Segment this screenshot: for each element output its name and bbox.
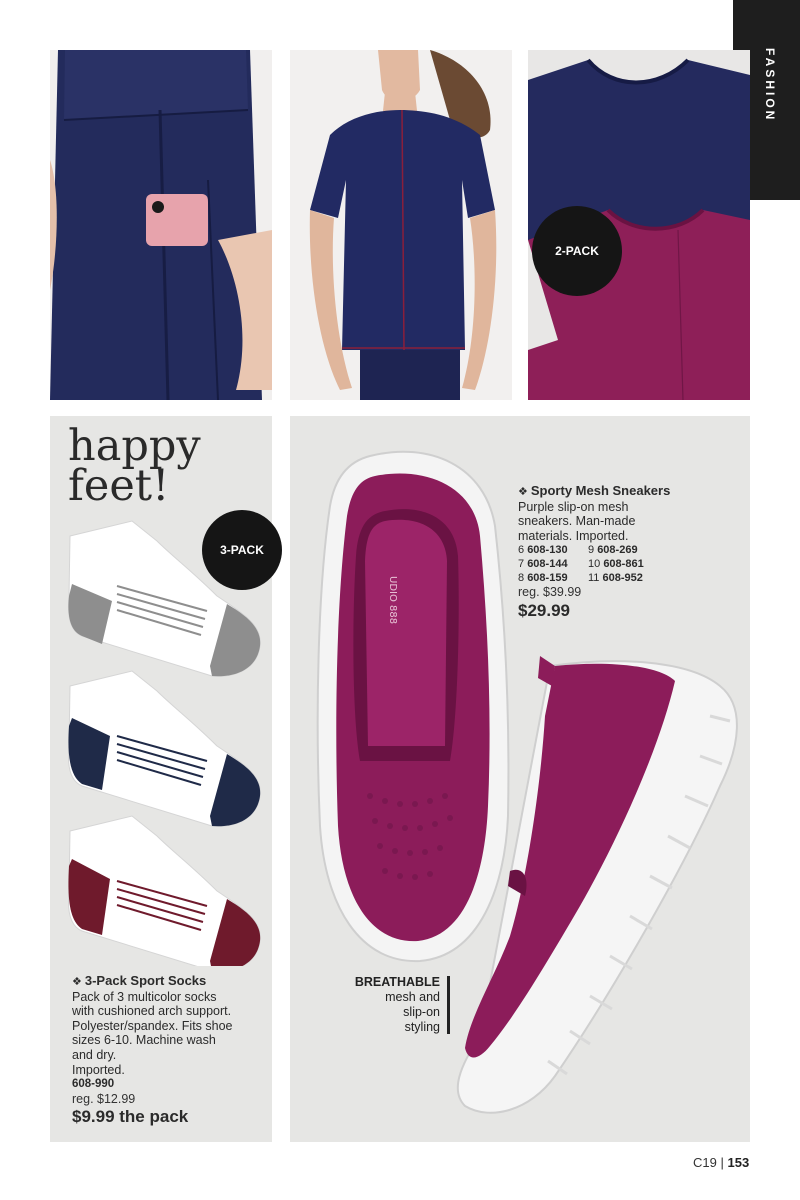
headline-line-2: feet!: [68, 461, 170, 511]
sneakers-title-row: [518, 484, 728, 500]
socks-desc-4: sizes 6-10. Machine wash: [72, 1033, 216, 1048]
callout-line-3: slip-on: [403, 1005, 440, 1019]
sneakers-copy: [518, 484, 728, 622]
socks-reg-price: reg. $12.99: [72, 1091, 136, 1106]
three-pack-badge-label: 3-PACK: [220, 543, 264, 557]
burgundy-sock: [68, 816, 260, 966]
size-sku-row: 8 608-159: [518, 572, 568, 585]
bullet-icon: ❖: [72, 976, 82, 988]
size-sku-row: 11 608-952: [588, 572, 643, 585]
socks-desc-5: and dry.: [72, 1047, 117, 1062]
breathable-callout: [340, 975, 440, 1035]
size-sku-row: 7 608-144: [518, 558, 568, 571]
callout-strong: BREATHABLE: [354, 975, 440, 989]
socks-desc-6: Imported.: [72, 1062, 125, 1077]
folio-separator: |: [720, 1155, 724, 1170]
socks-sale-price: $9.99 the pack: [72, 1107, 189, 1127]
callout-bar: [447, 976, 450, 1034]
leggings-photo: [50, 50, 272, 400]
sneakers-title: Sporty Mesh Sneakers: [530, 483, 671, 498]
sneakers-sale-price: $29.99: [518, 600, 570, 620]
navy-sock: [68, 671, 260, 826]
happy-feet-headline: [68, 421, 201, 511]
socks-desc-3: Polyester/spandex. Fits shoe: [72, 1018, 233, 1033]
folio-section: C19: [693, 1155, 717, 1170]
insole-mark: UDIO 888: [387, 576, 398, 625]
size-sku-row: 9 608-269: [588, 544, 638, 557]
callout-line-4: styling: [404, 1020, 440, 1034]
size-sku-row: 6 608-130: [518, 544, 568, 557]
sneaker-top-view: [318, 452, 509, 961]
section-tab-label: FASHION: [763, 48, 777, 123]
page-folio: [693, 1155, 749, 1170]
socks-title-row: [72, 974, 267, 990]
socks-sku: 608-990: [72, 1078, 115, 1091]
size-sku-row: 10 608-861: [588, 558, 644, 571]
sneakers-desc-2: sneakers. Man-made: [518, 514, 636, 529]
socks-copy: [72, 974, 267, 1128]
two-pack-badge: [532, 206, 622, 296]
sneakers-reg-price: reg. $39.99: [518, 585, 582, 600]
bullet-icon: ❖: [518, 486, 528, 498]
three-pack-badge: [202, 510, 282, 590]
folio-page-number: 153: [727, 1155, 750, 1170]
socks-desc-1: Pack of 3 multicolor socks: [72, 989, 217, 1004]
sneakers-desc-3: materials. Imported.: [518, 528, 629, 543]
callout-line-2: mesh and: [385, 990, 440, 1004]
sneakers-desc-1: Purple slip-on mesh: [518, 499, 629, 514]
two-pack-badge-label: 2-PACK: [555, 244, 599, 258]
size-sku-grid: [518, 543, 728, 585]
tee-model-photo: [290, 50, 512, 400]
headline-line-1: happy: [68, 421, 201, 471]
socks-desc-2: with cushioned arch support.: [72, 1004, 232, 1019]
socks-title: 3-Pack Sport Socks: [84, 973, 207, 988]
